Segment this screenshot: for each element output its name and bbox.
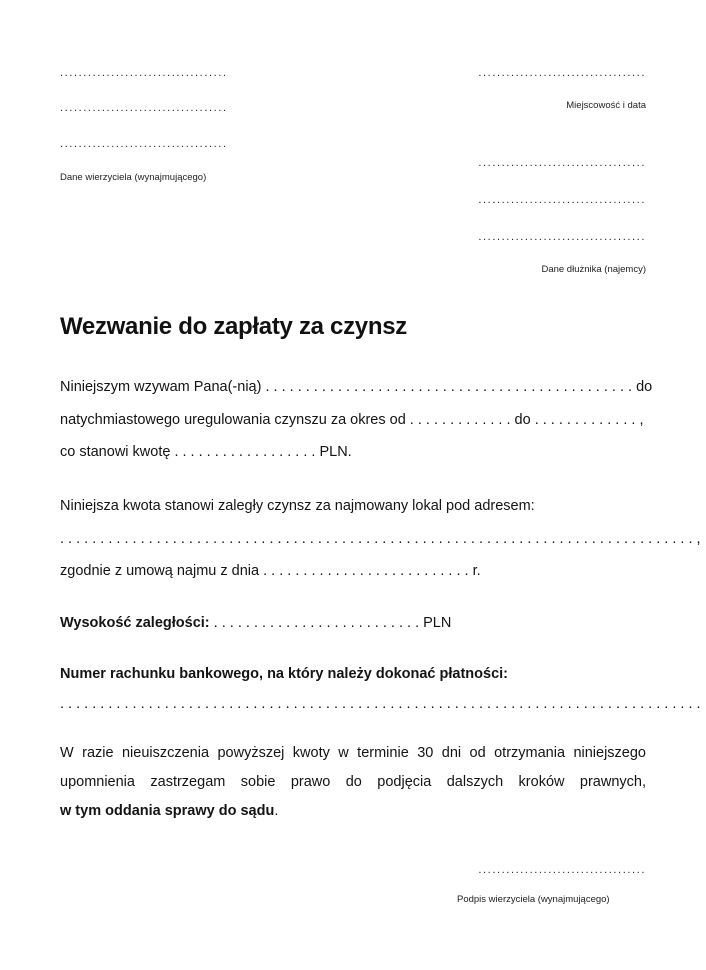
signature-label: Podpis wierzyciela (wynajmującego) — [457, 894, 610, 905]
debtor-line-2[interactable]: .................................... — [478, 194, 646, 206]
creditor-line-1[interactable]: .................................... — [60, 67, 228, 79]
account-label: Numer rachunku bankowego, na który należy dokonać płatności: — [60, 666, 508, 682]
para2-line-2[interactable]: . . . . . . . . . . . . . . . . . . . . . . . . . . . . . . . . . . . . . . . . . . . . . . . . . . . . . . . . . . . . . . . . . . . . . . . . . . . . . . . , — [60, 531, 701, 547]
creditor-line-2[interactable]: .................................... — [60, 102, 228, 114]
warning-line-1: W razie nieuiszczenia powyższej kwoty w terminie 30 dni od otrzymania niniejszego — [60, 745, 646, 761]
warning-end: . — [274, 803, 279, 819]
para2-line-1: Niniejsza kwota stanowi zaległy czynsz za najmowany lokal pod adresem: — [60, 498, 535, 514]
warning-bold: w tym oddania sprawy do sądu — [60, 803, 275, 819]
debtor-label: Dane dłużnika (najemcy) — [541, 264, 646, 275]
arrears-label: Wysokość zaległości: — [60, 615, 210, 631]
arrears-value[interactable]: . . . . . . . . . . . . . . . . . . . . . . . . . . PLN — [209, 615, 452, 631]
arrears-row — [60, 613, 451, 633]
creditor-line-3[interactable]: .................................... — [60, 138, 228, 150]
account-line[interactable]: . . . . . . . . . . . . . . . . . . . . . . . . . . . . . . . . . . . . . . . . . . . . . . . . . . . . . . . . . . . . . . . . . . . . . . . . . . . . . . . . — [60, 696, 701, 712]
debtor-line-3[interactable]: .................................... — [478, 231, 646, 243]
document-title: Wezwanie do zapłaty za czynsz — [60, 313, 407, 340]
para2-line-3: zgodnie z umową najmu z dnia . . . . . . . . . . . . . . . . . . . . . . . . . . r. — [60, 563, 481, 579]
para1-line-3: co stanowi kwotę . . . . . . . . . . . . . . . . . . PLN. — [60, 444, 352, 460]
signature-line[interactable]: .................................... — [478, 864, 646, 876]
creditor-label: Dane wierzyciela (wynajmującego) — [60, 172, 207, 183]
warning-line-3 — [60, 801, 278, 821]
debtor-line-1[interactable]: .................................... — [478, 157, 646, 169]
place-date-line[interactable]: .................................... — [478, 67, 646, 79]
para1-line-1: Niniejszym wzywam Pana(-nią) . . . . . . . . . . . . . . . . . . . . . . . . . . . . . . . . . . . . . . . . . . . . . . do — [60, 379, 653, 395]
place-date-label: Miejscowość i data — [566, 100, 646, 111]
warning-line-2: upomnienia zastrzegam sobie prawo do podjęcia dalszych kroków prawnych, — [60, 774, 646, 790]
para1-line-2: natychmiastowego uregulowania czynszu za okres od . . . . . . . . . . . . . do . . . . . . . . . . . . . , — [60, 412, 644, 428]
